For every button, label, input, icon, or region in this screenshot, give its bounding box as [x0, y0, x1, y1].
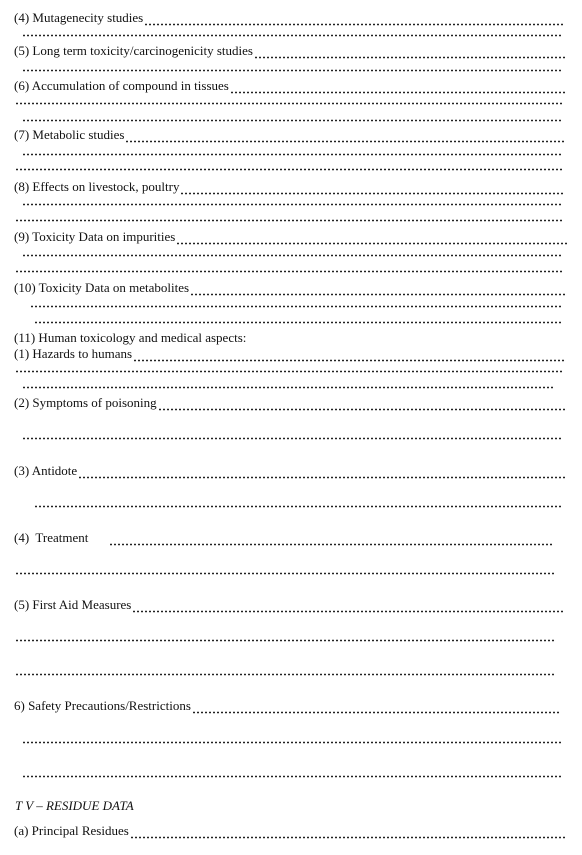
fill-in-line[interactable]: [15, 572, 556, 576]
fill-in-line[interactable]: [78, 468, 565, 479]
section-heading: T V – RESIDUE DATA: [15, 798, 134, 813]
fill-in-line[interactable]: [15, 370, 562, 374]
item-first-aid: [0, 597, 565, 613]
item-principal-residues: [0, 823, 565, 839]
fill-in-line[interactable]: [22, 34, 562, 38]
fill-in-line[interactable]: [230, 83, 565, 94]
item-label: (8) Effects on livestock, poultry: [14, 179, 180, 194]
fill-in-line[interactable]: [22, 437, 562, 441]
item-accumulation: [0, 78, 565, 94]
fill-in-line[interactable]: [34, 505, 562, 509]
item-label: (10) Toxicity Data on metabolites: [14, 280, 190, 295]
fill-in-line[interactable]: [30, 305, 562, 309]
fill-in-line[interactable]: [132, 602, 565, 613]
item-antidote: [0, 463, 565, 479]
fill-in-line[interactable]: [254, 48, 565, 59]
item-livestock: [0, 179, 565, 195]
item-label: (4) Treatment: [14, 530, 95, 545]
fill-in-line[interactable]: [15, 168, 562, 172]
fill-in-line[interactable]: [22, 203, 562, 207]
fill-in-line[interactable]: [22, 153, 562, 157]
item-label: (3) Antidote: [14, 463, 78, 478]
fill-in-line[interactable]: [15, 219, 562, 223]
fill-in-line[interactable]: [144, 15, 565, 26]
fill-in-line[interactable]: [34, 321, 562, 325]
item-label: (7) Metabolic studies: [14, 127, 125, 142]
item-label: (5) First Aid Measures: [14, 597, 132, 612]
fill-in-line[interactable]: [109, 535, 552, 546]
item-human-tox: [0, 330, 565, 346]
item-metabolic: [0, 127, 565, 143]
fill-in-line[interactable]: [180, 184, 565, 195]
item-label: (11) Human toxicology and medical aspects:: [14, 330, 247, 345]
item-label: (5) Long term toxicity/carcinogenicity studies: [14, 43, 253, 58]
item-hazards: [0, 346, 565, 362]
fill-in-line[interactable]: [15, 270, 562, 274]
fill-in-line[interactable]: [176, 234, 568, 245]
fill-in-line[interactable]: [133, 351, 565, 362]
item-treatment: [0, 530, 552, 546]
item-label: (1) Hazards to humans: [14, 346, 133, 361]
item-label: (9) Toxicity Data on impurities: [14, 229, 176, 244]
fill-in-line[interactable]: [190, 285, 565, 296]
fill-in-line[interactable]: [15, 639, 556, 643]
fill-in-line[interactable]: [125, 132, 565, 143]
fill-in-line[interactable]: [22, 69, 562, 73]
item-label: (4) Mutagenecity studies: [14, 10, 144, 25]
fill-in-line[interactable]: [158, 400, 565, 411]
item-label: (2) Symptoms of poisoning: [14, 395, 157, 410]
fill-in-line[interactable]: [192, 703, 561, 714]
fill-in-line[interactable]: [130, 828, 565, 839]
item-label: 6) Safety Precautions/Restrictions: [14, 698, 191, 713]
item-label: (6) Accumulation of compound in tissues: [14, 78, 229, 93]
item-label: (a) Principal Residues: [14, 823, 129, 838]
fill-in-line[interactable]: [22, 775, 562, 779]
item-long-term-toxicity: [0, 43, 565, 59]
fill-in-line[interactable]: [22, 254, 562, 258]
fill-in-line[interactable]: [15, 102, 562, 106]
item-mutagenecity: [0, 10, 565, 26]
item-impurities: [0, 229, 568, 245]
fill-in-line[interactable]: [22, 119, 562, 123]
item-metabolites: [0, 280, 565, 296]
item-symptoms: [0, 395, 565, 411]
item-safety: [0, 698, 561, 714]
fill-in-line[interactable]: [22, 386, 554, 390]
fill-in-line[interactable]: [22, 741, 562, 745]
fill-in-line[interactable]: [15, 673, 556, 677]
